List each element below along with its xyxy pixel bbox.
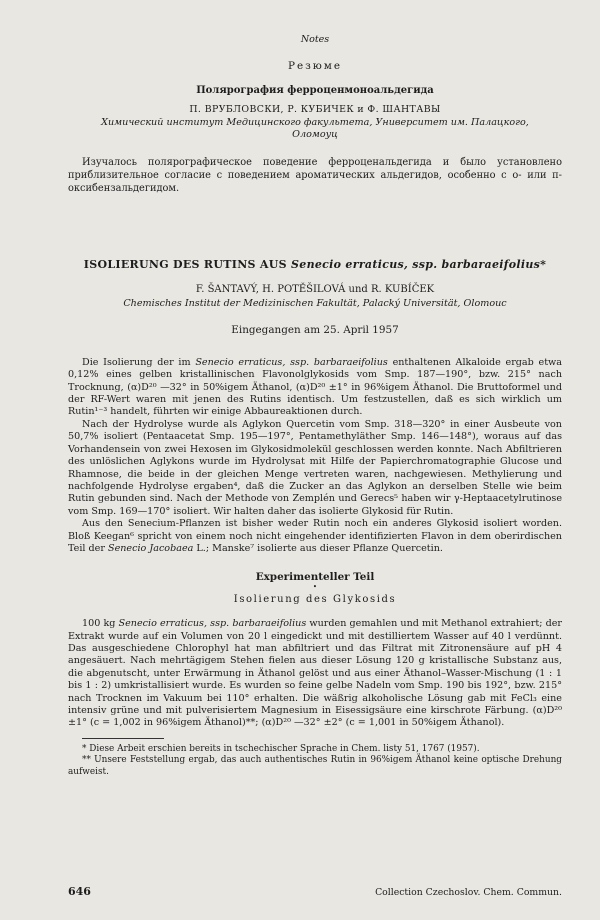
intro-p3-species: Senecio Jacobaea [108, 542, 194, 554]
exp-p1-text-b: wurden gemahlen und mit Methanol extrahiert; der Extrakt wurde auf ein Volumen von 20 l eingedickt und mit destilliertem Wasser auf 40 l verdünnt. Das ausgeschiedene Chlorophyl hat man abfiltriert und das Filtrat mit Zitronensäure auf pH 4 angesäuert. Nach mehrtägigem Stehen fielen aus dieser Lösung 120 g kristallische Substanz aus, die abgenutscht, unter Erwärmung in Äthanol gelöst und aus einer Äthanol–Wasser-Mischung (1 : 1 bis 1 : 2) umkristallisiert wurde. Es wurden so feine gelbe Nadeln vom Smp. 190 bis 192°, bzw. 215° nach Trocknen im Vakuum bei 110° erhalten. Die wäßrig alkoholische Lösung gab mit FeCl₃ eine intensiv grüne und mit pulverisiertem Magnesium in Eisessigsäure eine kirschrote Färbung. (α)D²⁰ ±1° (c = 1,002 in 96%igem Äthanol)**; (α)D²⁰ —32° ±2° (c = 1,001 in 50%igem Äthanol). [68, 618, 562, 729]
exp-p1-text-a: 100 kg [82, 618, 116, 630]
footnote-1: * Diese Arbeit erschien bereits in tschechischer Sprache in Chem. listy 51, 1767 (1957). [82, 743, 480, 754]
article [68, 259, 562, 778]
resume-institute-line1: Химический институт Медицинского факультета, Университет им. Палацкого, [101, 116, 529, 128]
article-title-footnote-mark: * [540, 258, 547, 272]
article-institute: Chemisches Institut der Medizinischen Fakultät, Palacký Universität, Olomouc [123, 298, 507, 310]
article-title-species: Senecio erraticus, ssp. barbaraeifolius [291, 258, 541, 272]
intro-p1-text-b: enthaltenen Alkaloide ergab etwa 0,12% eines gelben kristallinischen Flavonolglykosids vom Smp. 187—190°, bzw. 215° nach Trocknung, (α)D²⁰ —32° in 50%igem Äthanol, (α)D²⁰ ±1° in 96%igem Äthanol. Die Bruttoformel und der RF-Wert waren mit jenen des Rutins identisch. Um festzustellen, daß es sich wirklich um Rutin¹⁻³ handelt, führten wir einige Abbaureaktionen durch. [68, 356, 562, 418]
resume-authors: П. ВРУБЛОВСКИ, Р. КУБИЧЕК и Ф. ШАНТАВЫ [189, 104, 441, 116]
article-authors: F. ŠANTAVÝ, H. POTĚŠILOVÁ und R. KUBÍČEK [195, 283, 435, 295]
intro-paragraph-2: Nach der Hydrolyse wurde als Aglykon Quercetin vom Smp. 318—320° in einer Ausbeute von 50,7% isoliert (Pentaacetat Smp. 195—197°, Pentamethyläther Smp. 146—148°), woraus auf das Vorhandensein von zwei Hexosen im Glykosidmolekül geschlossen werden konnte. Nach Abfiltrieren des unlöslichen Aglykons wurde im Hydrolysat mit Hilfe der Papierchromatographie Glucose und Rhamnose, die beide in der gleichen Menge vertreten waren, nachgewiesen. Methylierung und nachfolgende Hydrolyse ergaben⁴, daß die Zucker an das Aglykon an derselben Stelle wie beim Rutin gebunden sind. Nach der Methode von Zemplén und Gerecs⁵ haben wir γ-Heptaacetylrutinose vom Smp. 169—170° isoliert. Wir halten daher das isolierte Glykosid für Rutin. [68, 418, 562, 517]
section-mark: • [312, 582, 318, 591]
page-number: 646 [68, 885, 91, 898]
intro-p3-text-b: L.; Manske⁷ isolierte aus dieser Pflanze Quercetin. [196, 542, 443, 554]
intro-p1-species: Senecio erraticus, ssp. barbaraeifolius [195, 356, 388, 368]
journal-name: Collection Czechoslov. Chem. Commun. [375, 887, 562, 898]
running-head: Notes [300, 34, 330, 45]
resume-institute [68, 117, 562, 142]
intro-paragraph-3 [68, 518, 562, 555]
article-title [68, 259, 562, 271]
intro-p3-text-a: Aus den Senecium-Pflanzen ist bisher weder Rutin noch ein anderes Glykosid isoliert worden. Bloß Keegan⁶ spricht von einem noch nicht eingehender identifizierten Flavon in dem oberirdischen Teil der [68, 518, 562, 554]
russian-summary [68, 60, 562, 195]
intro-paragraph-1 [68, 357, 562, 419]
resume-heading: Резюме [287, 60, 343, 73]
received-date: Eingegangen am 25. April 1957 [231, 324, 399, 337]
subsection-heading: Isolierung des Glykosids [233, 593, 397, 605]
resume-abstract: Изучалось полярографическое поведение ферроценальдегида и было установлено приблизительное согласие с поведением ароматических альдегидов, особенно с о- или п-оксибензальдегидом. [68, 157, 562, 194]
experimental-paragraph-1 [68, 618, 562, 730]
footnote-2: ** Unsere Feststellung ergab, das auch authentisches Rutin in 96%igem Äthanol keine optische Drehung aufweist. [68, 755, 562, 777]
resume-institute-line2: Оломоуц [292, 129, 338, 141]
exp-p1-species: Senecio erraticus, ssp. barbaraeifolius [118, 618, 307, 630]
intro-p1-text-a: Die Isolierung der im [82, 356, 191, 368]
resume-title: Полярография ферроценмоноальдегида [196, 84, 434, 96]
experimental-heading: Experimenteller Teil [255, 571, 375, 584]
article-title-main: ISOLIERUNG DES RUTINS AUS [83, 258, 287, 272]
footnote-rule [82, 738, 164, 739]
page-footer [68, 886, 562, 899]
